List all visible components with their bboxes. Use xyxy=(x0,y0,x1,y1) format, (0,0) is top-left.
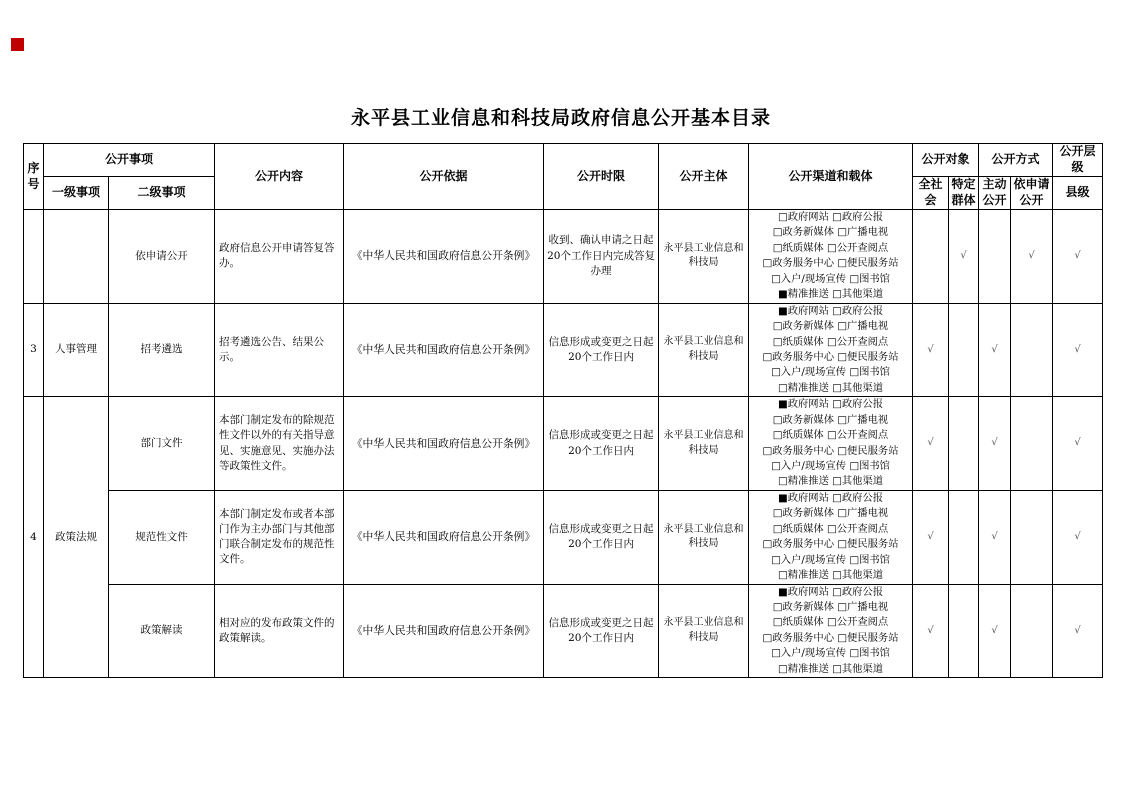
time-limit-cell: 收到、确认申请之日起20个工作日内完成答复办理 xyxy=(544,210,659,304)
checkbox-icon: □ xyxy=(849,366,860,379)
checkbox-icon: □ xyxy=(832,211,842,223)
check-specific-group xyxy=(949,303,979,397)
checkbox-icon: □ xyxy=(762,444,773,457)
channel-label: 政府公报 xyxy=(841,491,884,504)
channel-line xyxy=(751,600,910,615)
channel-option xyxy=(778,398,829,410)
checkbox-icon: □ xyxy=(777,475,788,488)
col-header-on-request: 依申请公开 xyxy=(1011,177,1053,210)
channel-option xyxy=(763,632,835,644)
channel-label: 入户/现场宣传 xyxy=(780,272,847,285)
col-header-method: 公开方式 xyxy=(979,144,1053,177)
col-header-active: 主动公开 xyxy=(979,177,1011,210)
channel-option xyxy=(827,336,888,348)
channel-option xyxy=(771,460,846,472)
channels-cell xyxy=(749,490,913,584)
basis-cell: 《中华人民共和国政府信息公开条例》 xyxy=(344,303,544,397)
channel-option xyxy=(773,429,824,441)
checkbox-icon: □ xyxy=(837,257,848,270)
channel-label: 精准推送 xyxy=(787,569,829,582)
channel-label: 政务服务中心 xyxy=(772,350,835,363)
checkbox-icon: □ xyxy=(772,600,783,613)
channel-option xyxy=(763,351,835,363)
checkbox-icon: □ xyxy=(832,491,842,504)
channel-label: 广播电视 xyxy=(847,600,889,613)
checkbox-icon: □ xyxy=(827,335,837,348)
channel-option xyxy=(832,305,883,317)
channel-option xyxy=(837,414,888,426)
channel-option xyxy=(849,366,890,378)
channel-line xyxy=(751,506,910,521)
channel-option xyxy=(778,475,829,487)
channel-option xyxy=(837,632,898,644)
checkbox-checked-icon: ■ xyxy=(777,491,788,504)
col-header-channels: 公开渠道和载体 xyxy=(749,144,913,210)
seq-cell: 4 xyxy=(24,397,44,678)
channel-label: 便民服务站 xyxy=(847,350,899,363)
channel-option xyxy=(773,336,824,348)
channel-line xyxy=(751,413,910,428)
channel-label: 便民服务站 xyxy=(847,631,899,644)
checkbox-icon: □ xyxy=(772,522,783,535)
checkbox-icon: □ xyxy=(837,320,848,333)
check-active-disclosure: √ xyxy=(979,584,1011,678)
channel-option xyxy=(778,305,829,317)
channel-label: 广播电视 xyxy=(847,320,889,333)
channel-line xyxy=(751,459,910,474)
check-active-disclosure: √ xyxy=(979,303,1011,397)
check-all-society: √ xyxy=(913,490,949,584)
channel-label: 政务新媒体 xyxy=(782,226,835,239)
channel-option xyxy=(773,242,824,254)
channel-option xyxy=(832,475,883,487)
channel-option xyxy=(773,616,824,628)
table-row xyxy=(24,584,1103,678)
channel-line xyxy=(751,272,910,287)
subject-cell: 永平县工业信息和科技局 xyxy=(659,490,749,584)
channel-line xyxy=(751,522,910,537)
check-on-request-disclosure: √ xyxy=(1011,210,1053,304)
col-header-county: 县级 xyxy=(1053,177,1103,210)
channel-option xyxy=(773,523,824,535)
channel-line xyxy=(751,553,910,568)
checkbox-icon: □ xyxy=(832,662,842,675)
checkbox-icon: □ xyxy=(777,211,788,223)
table-body xyxy=(24,210,1103,678)
check-all-society xyxy=(913,210,949,304)
channel-label: 政务新媒体 xyxy=(782,600,835,613)
channel-label: 政府网站 xyxy=(787,211,829,223)
checkbox-icon: □ xyxy=(837,631,848,644)
checkbox-icon: □ xyxy=(772,241,783,254)
checkbox-icon: □ xyxy=(837,538,848,551)
check-county-level: √ xyxy=(1053,397,1103,491)
channel-option xyxy=(778,382,829,394)
channel-line xyxy=(751,491,910,506)
col-header-basis: 公开依据 xyxy=(344,144,544,210)
channel-label: 其他渠道 xyxy=(841,288,884,301)
channel-line xyxy=(751,397,910,412)
channels-cell xyxy=(749,397,913,491)
channel-label: 政务新媒体 xyxy=(782,320,835,333)
checkbox-icon: □ xyxy=(762,257,773,270)
checkbox-icon: □ xyxy=(772,320,783,333)
seq-cell xyxy=(24,210,44,304)
channel-option xyxy=(771,554,846,566)
checkbox-icon: □ xyxy=(827,616,837,629)
col-header-level2: 二级事项 xyxy=(109,177,215,210)
channel-line xyxy=(751,474,910,489)
check-specific-group xyxy=(949,490,979,584)
channel-label: 纸质媒体 xyxy=(782,429,824,442)
channel-option xyxy=(849,647,890,659)
checkbox-icon: □ xyxy=(832,398,842,411)
checkbox-icon: □ xyxy=(837,444,848,457)
channel-option xyxy=(837,601,888,613)
checkbox-icon: □ xyxy=(832,475,842,488)
channel-option xyxy=(773,414,834,426)
channel-option xyxy=(849,460,890,472)
channel-line xyxy=(751,365,910,380)
level2-item-cell: 政策解读 xyxy=(109,584,215,678)
checkbox-icon: □ xyxy=(772,413,783,426)
check-county-level: √ xyxy=(1053,210,1103,304)
channel-label: 政务新媒体 xyxy=(782,413,835,426)
time-limit-cell: 信息形成或变更之日起20个工作日内 xyxy=(544,490,659,584)
channel-label: 图书馆 xyxy=(859,647,890,660)
channel-label: 政府网站 xyxy=(787,491,829,504)
checkbox-icon: □ xyxy=(772,429,783,442)
channel-label: 公开查阅点 xyxy=(836,616,889,629)
level2-item-cell: 部门文件 xyxy=(109,397,215,491)
level2-item-cell: 招考遴选 xyxy=(109,303,215,397)
check-county-level: √ xyxy=(1053,584,1103,678)
channel-label: 其他渠道 xyxy=(841,475,884,488)
channel-option xyxy=(778,492,829,504)
col-header-level: 公开层级 xyxy=(1053,144,1103,177)
channel-option xyxy=(773,320,834,332)
channel-option xyxy=(837,351,898,363)
check-active-disclosure: √ xyxy=(979,397,1011,491)
header-row-1 xyxy=(24,144,1103,177)
channel-label: 政府公报 xyxy=(841,211,884,223)
channel-label: 公开查阅点 xyxy=(836,241,889,254)
checkbox-icon: □ xyxy=(777,569,788,582)
disclosure-catalog-table xyxy=(23,143,1103,678)
channel-option xyxy=(827,242,888,254)
checkbox-icon: □ xyxy=(832,381,842,394)
channel-label: 政府公报 xyxy=(841,585,884,598)
subject-cell: 永平县工业信息和科技局 xyxy=(659,397,749,491)
channel-label: 政府网站 xyxy=(787,304,829,317)
check-on-request-disclosure xyxy=(1011,584,1053,678)
channel-line xyxy=(751,319,910,334)
channel-line xyxy=(751,256,910,271)
channel-label: 纸质媒体 xyxy=(782,616,824,629)
basis-cell: 《中华人民共和国政府信息公开条例》 xyxy=(344,490,544,584)
channel-option xyxy=(832,382,883,394)
channel-line xyxy=(751,241,910,256)
channel-line xyxy=(751,304,910,319)
subject-cell: 永平县工业信息和科技局 xyxy=(659,210,749,304)
channel-label: 其他渠道 xyxy=(841,569,884,582)
channel-label: 入户/现场宣传 xyxy=(780,553,847,566)
channel-label: 其他渠道 xyxy=(841,662,884,675)
checkbox-icon: □ xyxy=(771,647,781,660)
channel-label: 纸质媒体 xyxy=(782,241,824,254)
channel-option xyxy=(837,257,898,269)
channels-cell xyxy=(749,210,913,304)
channel-option xyxy=(778,569,829,581)
basis-cell: 《中华人民共和国政府信息公开条例》 xyxy=(344,397,544,491)
channel-option xyxy=(773,601,834,613)
checkbox-icon: □ xyxy=(762,350,773,363)
time-limit-cell: 信息形成或变更之日起20个工作日内 xyxy=(544,303,659,397)
checkbox-icon: □ xyxy=(832,304,842,317)
channel-line xyxy=(751,350,910,365)
check-on-request-disclosure xyxy=(1011,490,1053,584)
content-cell: 本部门制定发布或者本部门作为主办部门与其他部门联合制定发布的规范性文件。 xyxy=(215,490,344,584)
channel-label: 公开查阅点 xyxy=(836,429,889,442)
channel-option xyxy=(832,211,883,223)
channel-label: 政府网站 xyxy=(787,398,829,411)
channels-cell xyxy=(749,584,913,678)
channel-label: 广播电视 xyxy=(847,226,889,239)
channel-option xyxy=(832,663,883,675)
channel-option xyxy=(771,273,846,285)
basis-cell: 《中华人民共和国政府信息公开条例》 xyxy=(344,210,544,304)
checkbox-icon: □ xyxy=(832,585,842,598)
channel-label: 精准推送 xyxy=(787,288,829,301)
col-header-content: 公开内容 xyxy=(215,144,344,210)
check-county-level: √ xyxy=(1053,490,1103,584)
channel-line xyxy=(751,444,910,459)
checkbox-icon: □ xyxy=(837,507,848,520)
subject-cell: 永平县工业信息和科技局 xyxy=(659,303,749,397)
channel-option xyxy=(837,507,888,519)
content-cell: 相对应的发布政策文件的政策解读。 xyxy=(215,584,344,678)
channel-option xyxy=(778,288,829,300)
channel-label: 纸质媒体 xyxy=(782,335,824,348)
channel-label: 政务服务中心 xyxy=(772,631,835,644)
seq-cell: 3 xyxy=(24,303,44,397)
channel-label: 精准推送 xyxy=(787,662,829,675)
channel-label: 政务服务中心 xyxy=(772,257,835,270)
col-header-subject: 公开主体 xyxy=(659,144,749,210)
channel-line xyxy=(751,210,910,225)
channel-line xyxy=(751,287,910,302)
channel-option xyxy=(832,398,883,410)
table-row xyxy=(24,303,1103,397)
channel-option xyxy=(832,586,883,598)
check-county-level: √ xyxy=(1053,303,1103,397)
checkbox-checked-icon: ■ xyxy=(777,585,788,598)
table-row xyxy=(24,490,1103,584)
channel-option xyxy=(778,586,829,598)
checkbox-icon: □ xyxy=(771,553,781,566)
channel-label: 政府公报 xyxy=(841,398,884,411)
level1-item-cell: 人事管理 xyxy=(44,303,109,397)
channel-line xyxy=(751,662,910,677)
col-header-all-society: 全社会 xyxy=(913,177,949,210)
channels-cell xyxy=(749,303,913,397)
channel-option xyxy=(837,538,898,550)
col-header-level1: 一级事项 xyxy=(44,177,109,210)
checkbox-icon: □ xyxy=(771,272,781,285)
time-limit-cell: 信息形成或变更之日起20个工作日内 xyxy=(544,397,659,491)
channel-line xyxy=(751,537,910,552)
channel-line xyxy=(751,225,910,240)
check-on-request-disclosure xyxy=(1011,303,1053,397)
channel-label: 图书馆 xyxy=(859,272,890,285)
checkbox-icon: □ xyxy=(849,460,860,472)
channel-line xyxy=(751,381,910,396)
channel-option xyxy=(763,257,835,269)
channel-label: 图书馆 xyxy=(859,553,890,566)
channel-line xyxy=(751,428,910,443)
channel-option xyxy=(763,445,835,457)
checkbox-icon: □ xyxy=(771,366,781,379)
channel-option xyxy=(837,226,888,238)
checkbox-icon: □ xyxy=(832,288,842,301)
page-title: 永平县工业信息和科技局政府信息公开基本目录 xyxy=(350,107,771,129)
checkbox-icon: □ xyxy=(772,335,783,348)
checkbox-checked-icon: ■ xyxy=(777,398,788,411)
channel-label: 政务服务中心 xyxy=(772,444,835,457)
checkbox-icon: □ xyxy=(777,381,788,394)
time-limit-cell: 信息形成或变更之日起20个工作日内 xyxy=(544,584,659,678)
table-row xyxy=(24,397,1103,491)
channel-option xyxy=(827,616,888,628)
check-on-request-disclosure xyxy=(1011,397,1053,491)
channel-label: 公开查阅点 xyxy=(836,522,889,535)
col-header-seq: 序号 xyxy=(24,144,44,210)
check-all-society: √ xyxy=(913,303,949,397)
channel-label: 便民服务站 xyxy=(847,538,899,551)
channel-label: 广播电视 xyxy=(847,507,889,520)
channel-label: 政务新媒体 xyxy=(782,507,835,520)
channel-option xyxy=(849,554,890,566)
channel-label: 政府网站 xyxy=(787,585,829,598)
channel-label: 政府公报 xyxy=(841,304,884,317)
channel-option xyxy=(778,663,829,675)
channel-label: 其他渠道 xyxy=(841,381,884,394)
checkbox-icon: □ xyxy=(837,350,848,363)
channel-option xyxy=(778,211,829,223)
red-page-mark xyxy=(11,38,24,51)
channel-line xyxy=(751,335,910,350)
channel-option xyxy=(773,226,834,238)
checkbox-icon: □ xyxy=(849,553,860,566)
channel-label: 政务服务中心 xyxy=(772,538,835,551)
table-row xyxy=(24,210,1103,304)
content-cell: 招考遴选公告、结果公示。 xyxy=(215,303,344,397)
check-specific-group: √ xyxy=(949,210,979,304)
checkbox-icon: □ xyxy=(837,226,848,239)
channel-option xyxy=(773,507,834,519)
content-cell: 本部门制定发布的除规范性文件以外的有关指导意见、实施意见、实施办法等政策性文件。 xyxy=(215,397,344,491)
channel-label: 精准推送 xyxy=(787,475,829,488)
checkbox-icon: □ xyxy=(849,272,860,285)
checkbox-icon: □ xyxy=(762,631,773,644)
checkbox-icon: □ xyxy=(827,522,837,535)
content-cell: 政府信息公开申请答复答办。 xyxy=(215,210,344,304)
channel-label: 公开查阅点 xyxy=(836,335,889,348)
channel-option xyxy=(832,569,883,581)
level1-item-cell: 政策法规 xyxy=(44,397,109,678)
checkbox-icon: □ xyxy=(837,600,848,613)
channel-option xyxy=(837,320,888,332)
checkbox-icon: □ xyxy=(762,538,773,551)
channel-label: 精准推送 xyxy=(787,381,829,394)
channel-option xyxy=(763,538,835,550)
subject-cell: 永平县工业信息和科技局 xyxy=(659,584,749,678)
channel-label: 便民服务站 xyxy=(847,444,899,457)
channel-line xyxy=(751,646,910,661)
checkbox-icon: □ xyxy=(837,413,848,426)
col-header-target: 公开对象 xyxy=(913,144,979,177)
channel-option xyxy=(832,288,883,300)
col-header-specific-group: 特定群体 xyxy=(949,177,979,210)
basis-cell: 《中华人民共和国政府信息公开条例》 xyxy=(344,584,544,678)
channel-option xyxy=(832,492,883,504)
checkbox-icon: □ xyxy=(772,616,783,629)
checkbox-checked-icon: ■ xyxy=(777,288,788,301)
table-header xyxy=(24,144,1103,210)
checkbox-icon: □ xyxy=(827,241,837,254)
check-specific-group xyxy=(949,584,979,678)
channel-label: 入户/现场宣传 xyxy=(780,647,847,660)
checkbox-icon: □ xyxy=(777,662,788,675)
channel-label: 纸质媒体 xyxy=(782,522,824,535)
channel-label: 便民服务站 xyxy=(847,257,899,270)
checkbox-checked-icon: ■ xyxy=(777,304,788,317)
checkbox-icon: □ xyxy=(827,429,837,442)
channel-label: 入户/现场宣传 xyxy=(780,366,847,379)
channel-label: 入户/现场宣传 xyxy=(780,460,847,472)
channel-label: 广播电视 xyxy=(847,413,889,426)
channel-option xyxy=(827,429,888,441)
channel-label: 图书馆 xyxy=(859,460,890,472)
level2-item-cell: 规范性文件 xyxy=(109,490,215,584)
channel-option xyxy=(849,273,890,285)
channel-option xyxy=(837,445,898,457)
channel-option xyxy=(827,523,888,535)
checkbox-icon: □ xyxy=(772,226,783,239)
checkbox-icon: □ xyxy=(849,647,860,660)
check-active-disclosure xyxy=(979,210,1011,304)
check-all-society: √ xyxy=(913,397,949,491)
channel-line xyxy=(751,585,910,600)
level2-item-cell: 依申请公开 xyxy=(109,210,215,304)
check-active-disclosure: √ xyxy=(979,490,1011,584)
checkbox-icon: □ xyxy=(771,460,781,472)
check-all-society: √ xyxy=(913,584,949,678)
channel-label: 图书馆 xyxy=(859,366,890,379)
channel-line xyxy=(751,568,910,583)
channel-line xyxy=(751,631,910,646)
level1-item-cell xyxy=(44,210,109,304)
checkbox-icon: □ xyxy=(832,569,842,582)
col-header-disclosure-items: 公开事项 xyxy=(44,144,215,177)
check-specific-group xyxy=(949,397,979,491)
checkbox-icon: □ xyxy=(772,507,783,520)
col-header-time-limit: 公开时限 xyxy=(544,144,659,210)
channel-option xyxy=(771,647,846,659)
channel-line xyxy=(751,615,910,630)
channel-option xyxy=(771,366,846,378)
